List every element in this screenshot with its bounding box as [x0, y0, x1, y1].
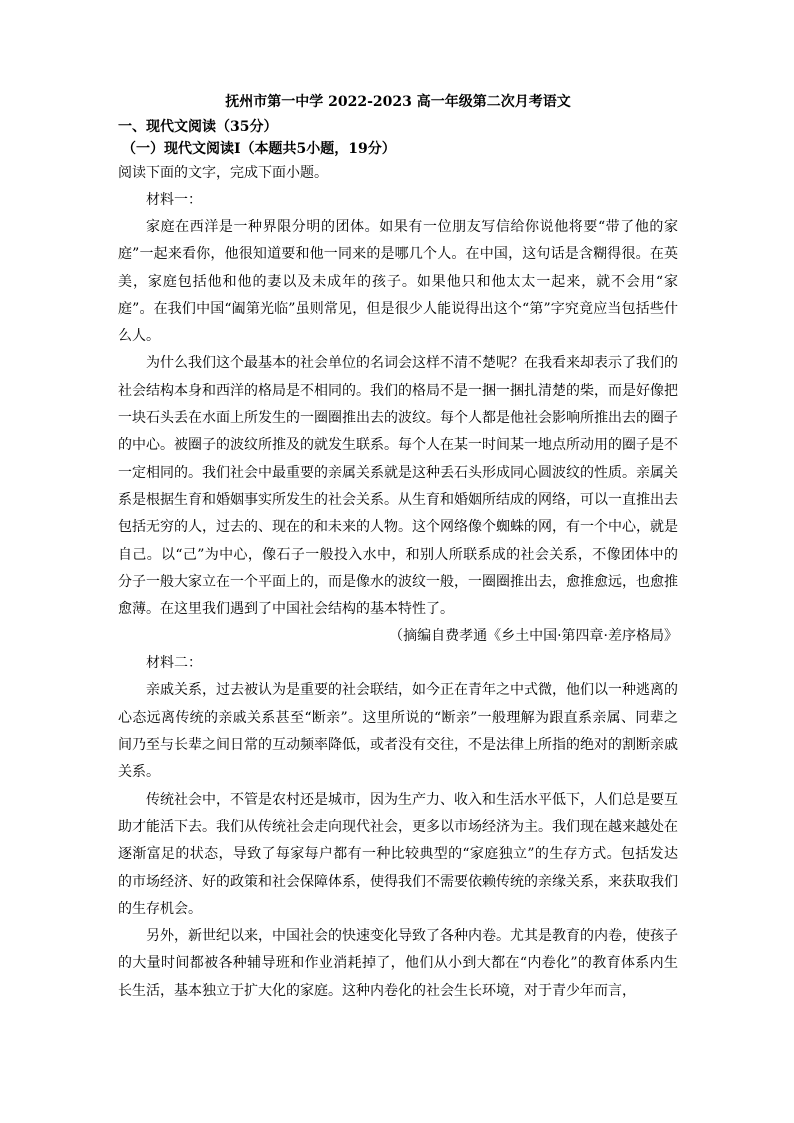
material-two-paragraph-1: 亲戚关系，过去被认为是重要的社会联结，如今正在青年之中式微，他们以一种逃离的心态远离传统的亲戚关系甚至“断亲”。这里所说的“断亲”一般理解为跟直系亲属、同辈之间乃至与长辈之间日常的互动频率降低，或者没有交往，不是法律上所指的绝对的割断亲戚关系。 — [118, 682, 678, 781]
material-two-paragraph-2: 传统社会中，不管是农村还是城市，因为生产力、收入和生活水平低下，人们总是要互助才能活下去。我们从传统社会走向现代社会，更多以市场经济为主。我们现在越来越处在逐渐富足的状态，导致了每家每户都有一种比较典型的“家庭独立”的生存方式。包括发达的市场经济、好的政策和社会保障体系，使得我们不需要依赖传统的亲缘关系，来获取我们的生存机会。 — [118, 791, 678, 917]
document-page — [118, 92, 678, 1005]
section-heading: 一、现代文阅读（35分） — [118, 119, 278, 135]
document-title: 抚州市第一中学 2022-2023 高一年级第二次月考语文 — [225, 94, 571, 110]
material-one-paragraph-1: 家庭在西洋是一种界限分明的团体。如果有一位朋友写信给你说他将要“带了他的家庭”一起来看你，他很知道要和他一同来的是哪几个人。在中国，这句话是含糊得很。在英美，家庭包括他和他的妻以及未成年的孩子。如果他只和他太太一起来，就不会用“家庭”。在我们中国“阖第光临”虽则常见，但是很少人能说得出这个“第”字究竟应当包括些什么人。 — [118, 219, 678, 345]
material-one-label: 材料一： — [146, 192, 202, 208]
material-one-paragraph-2: 为什么我们这个最基本的社会单位的名词会这样不清不楚呢？在我看来却表示了我们的社会结构本身和西洋的格局是不相同的。我们的格局不是一捆一捆扎清楚的柴，而是好像把一块石头丢在水面上所发生的一圈圈推出去的波纹。每个人都是他社会影响所推出去的圈子的中心。被圈子的波纹所推及的就发生联系。每个人在某一时间某一地点所动用的圈子是不一定相同的。我们社会中最重要的亲属关系就是这种丢石头形成同心圆波纹的性质。亲属关系是根据生育和婚姻事实所发生的社会关系。从生育和婚姻所结成的网络，可以一直推出去包括无穷的人，过去的、现在的和未来的人物。这个网络像个蜘蛛的网，有一个中心，就是自己。以“己”为中心，像石子一般投入水中，和别人所联系成的社会关系，不像团体中的分子一般大家立在一个平面上的，而是像水的波纹一般，一圈圈推出去，愈推愈远，也愈推愈薄。在这里我们遇到了中国社会结构的基本特性了。 — [118, 355, 678, 618]
material-one-source: （摘编自费孝通《乡土中国·第四章·差序格局》 — [389, 628, 678, 645]
material-two-label: 材料二： — [146, 655, 202, 672]
instruction-text: 阅读下面的文字，完成下面小题。 — [118, 165, 328, 181]
subsection-heading: （一）现代文阅读Ⅰ（本题共5小题，19分） — [122, 141, 396, 157]
material-two-paragraph-3: 另外，新世纪以来，中国社会的快速变化导致了各种内卷。尤其是教育的内卷，使孩子的大量时间都被各种辅导班和作业消耗掉了，他们从小到大都在“内卷化”的教育体系内生长生活，基本独立于扩大化的家庭。这种内卷化的社会生长环境，对于青少年而言， — [118, 928, 678, 999]
